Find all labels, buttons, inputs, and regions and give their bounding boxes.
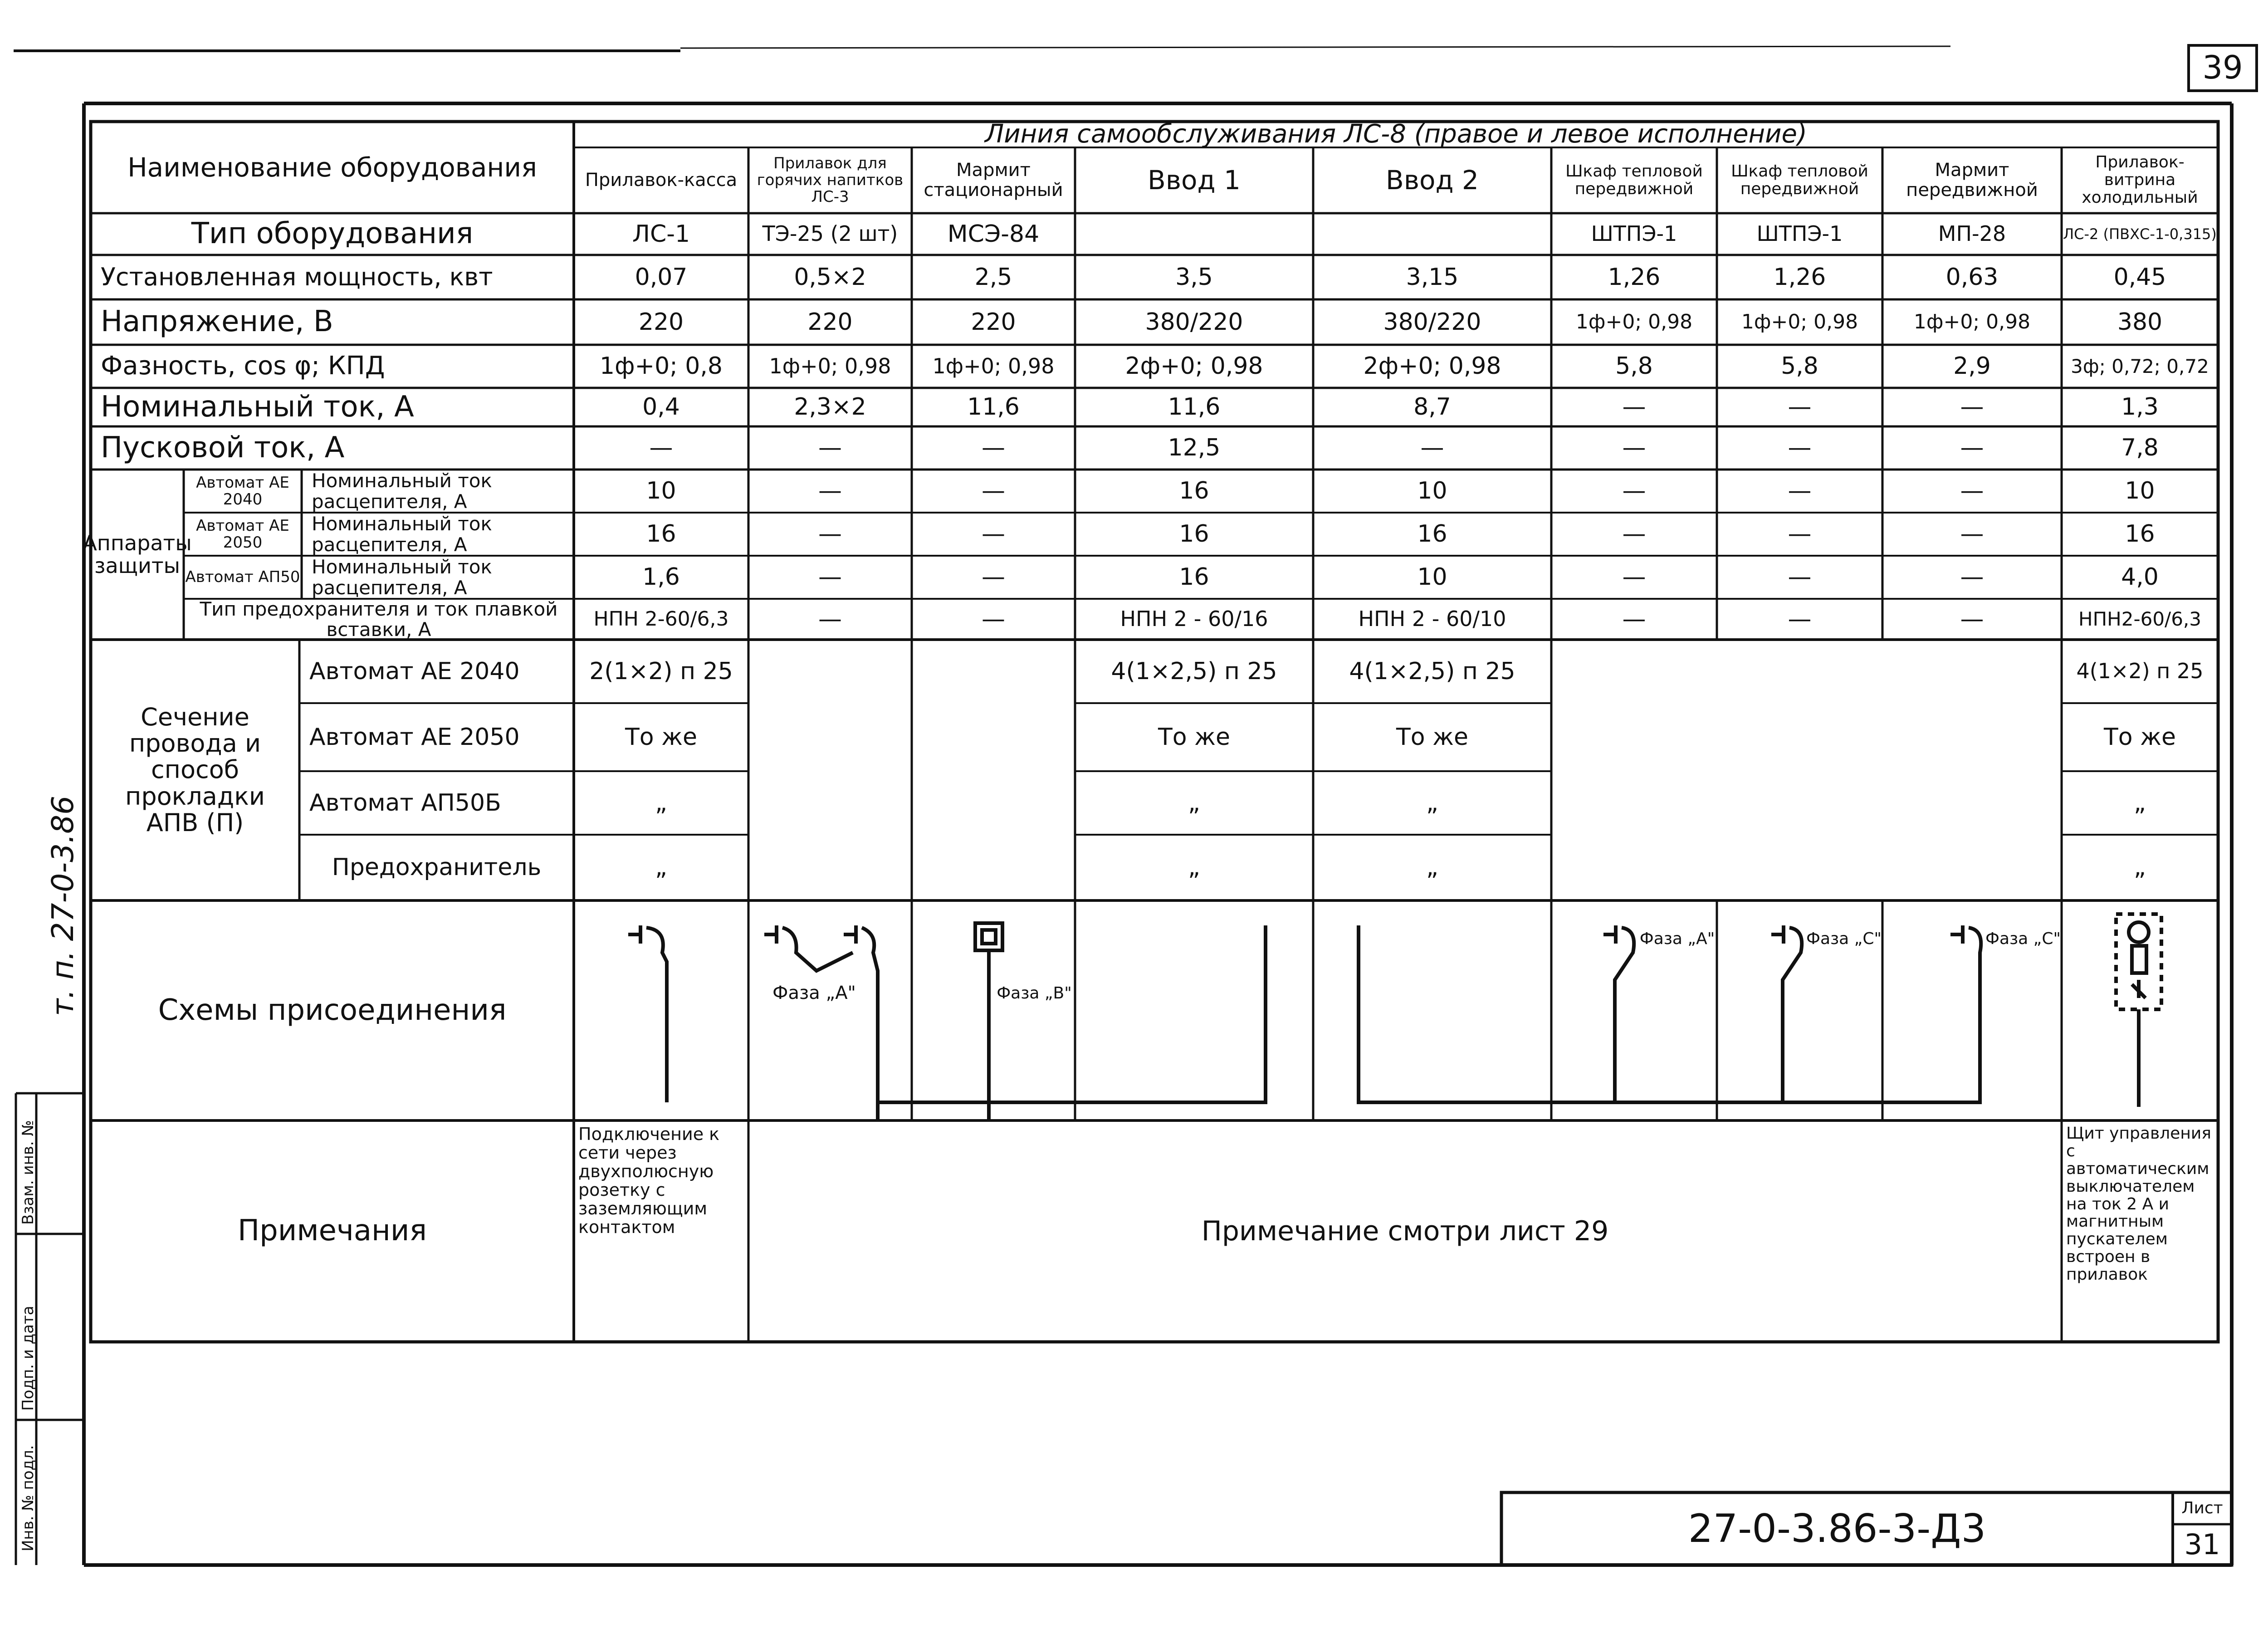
cell-type-1: ЛС-1 bbox=[632, 220, 690, 248]
section-col9-r4: „ bbox=[2134, 854, 2146, 881]
col-header-2: Прилавок для горячих напитков ЛС-3 bbox=[757, 154, 904, 206]
section-col1-r3: „ bbox=[655, 789, 667, 817]
cell-power-5: 3,15 bbox=[1406, 263, 1459, 291]
cell-ap50-4: 16 bbox=[1179, 563, 1209, 591]
cell-start-current-8: — bbox=[1960, 434, 1984, 462]
cell-ae2040-8: — bbox=[1960, 477, 1984, 505]
cell-power-7: 1,26 bbox=[1773, 263, 1826, 291]
row-label-nom-current: Номинальный ток, А bbox=[101, 390, 414, 424]
cell-start-current-7: — bbox=[1788, 434, 1812, 462]
notes-col9: Щит управления с автоматическим выключателем на ток 2 А и магнитным пускателем встроен в прилавок bbox=[2066, 1124, 2211, 1284]
cell-phase-8: 2,9 bbox=[1953, 352, 1991, 380]
page-number: 39 bbox=[2202, 49, 2243, 87]
cell-voltage-3: 220 bbox=[971, 308, 1016, 336]
section-col9-r3: „ bbox=[2134, 789, 2146, 817]
cell-fuse-3: — bbox=[982, 605, 1005, 633]
col-header-8: Мармит передвижной bbox=[1906, 160, 2038, 201]
section-device-1: Автомат АЕ 2040 bbox=[309, 657, 520, 685]
scheme-phase-c-col8: Фаза „С" bbox=[1985, 929, 2061, 948]
protect-fuse-label: Тип предохранителя и ток плавкой вставки, А bbox=[200, 597, 558, 641]
scheme-phase-a-col2: Фаза „А" bbox=[772, 983, 856, 1004]
cell-voltage-5: 380/220 bbox=[1383, 308, 1481, 336]
cell-nom-current-1: 0,4 bbox=[642, 393, 680, 421]
col-header-5: Ввод 2 bbox=[1386, 165, 1479, 196]
row-label-start-current: Пусковой ток, А bbox=[101, 431, 345, 465]
cell-phase-7: 5,8 bbox=[1781, 352, 1818, 380]
cell-power-8: 0,63 bbox=[1945, 263, 1999, 291]
col-header-6: Шкаф тепловой передвижной bbox=[1565, 161, 1703, 198]
cell-type-3: МСЭ-84 bbox=[947, 220, 1040, 248]
document-code: 27-0-3.86-3-Д3 bbox=[1688, 1506, 1986, 1551]
cell-phase-2: 1ф+0; 0,98 bbox=[769, 353, 891, 378]
cell-phase-6: 5,8 bbox=[1615, 352, 1653, 380]
cell-nom-current-2: 2,3×2 bbox=[794, 393, 866, 421]
cell-nom-current-7: — bbox=[1788, 393, 1812, 421]
cell-start-current-4: 12,5 bbox=[1168, 434, 1221, 462]
section-col9-r2: То же bbox=[2104, 723, 2176, 751]
section-vvod2-r1: 4(1×2,5) п 25 bbox=[1349, 657, 1515, 685]
cell-fuse-7: — bbox=[1788, 605, 1812, 633]
cell-start-current-3: — bbox=[982, 434, 1005, 462]
scheme-phase-a-col6: Фаза „А" bbox=[1639, 929, 1715, 948]
col-header-4: Ввод 1 bbox=[1148, 165, 1241, 196]
group-header: Линия самообслуживания ЛС-8 (правое и левое исполнение) bbox=[985, 119, 1807, 149]
section-label: Сечение провода и способ прокладки АПВ (П) bbox=[125, 702, 265, 837]
cell-type-7: ШТПЭ-1 bbox=[1756, 221, 1843, 246]
cell-start-current-5: — bbox=[1420, 434, 1444, 462]
section-device-3: Автомат АП50Б bbox=[309, 789, 501, 817]
cell-ae2050-6: — bbox=[1622, 520, 1646, 548]
section-vvod1-r2: То же bbox=[1158, 723, 1230, 751]
section-col1-r4: „ bbox=[655, 854, 667, 881]
cell-type-5 bbox=[1313, 213, 1551, 255]
cell-type-2: ТЭ-25 (2 шт) bbox=[762, 221, 898, 246]
cell-phase-5: 2ф+0; 0,98 bbox=[1363, 352, 1501, 380]
series-mark: т. п. 27-0-3.86 bbox=[45, 795, 80, 1016]
cell-nom-current-3: 11,6 bbox=[967, 393, 1020, 421]
notes-middle: Примечание смотри лист 29 bbox=[1201, 1215, 1609, 1247]
row-label-voltage: Напряжение, В bbox=[101, 305, 333, 339]
notes-col1: Подключение к сети через двухполюсную розетку с заземляющим контактом bbox=[578, 1124, 720, 1238]
cell-ae2040-6: — bbox=[1622, 477, 1646, 505]
col0-header: Наименование оборудования bbox=[127, 152, 537, 183]
cell-phase-1: 1ф+0; 0,8 bbox=[600, 352, 723, 380]
cell-ae2050-5: 16 bbox=[1417, 520, 1447, 548]
cell-ap50-1: 1,6 bbox=[642, 563, 680, 591]
cell-fuse-6: — bbox=[1622, 605, 1646, 633]
list-number: 31 bbox=[2184, 1527, 2220, 1561]
cell-phase-3: 1ф+0; 0,98 bbox=[932, 353, 1055, 378]
protect-release-label-3: Номинальный ток расцепителя, А bbox=[312, 556, 492, 599]
section-vvod1-r1: 4(1×2,5) п 25 bbox=[1111, 657, 1277, 685]
cell-ae2040-3: — bbox=[982, 477, 1005, 505]
cell-power-1: 0,07 bbox=[635, 263, 688, 291]
cell-ap50-5: 10 bbox=[1417, 563, 1447, 591]
cell-ap50-7: — bbox=[1788, 563, 1812, 591]
cell-fuse-9: НПН2-60/6,3 bbox=[2078, 608, 2201, 631]
cell-ae2040-9: 10 bbox=[2125, 477, 2155, 505]
list-label: Лист bbox=[2181, 1498, 2223, 1517]
cell-fuse-1: НПН 2-60/6,3 bbox=[593, 607, 729, 631]
cell-fuse-8: — bbox=[1960, 605, 1984, 633]
section-col1-r2: То же bbox=[625, 723, 697, 751]
row-label-type: Тип оборудования bbox=[191, 217, 474, 251]
section-device-4: Предохранитель bbox=[332, 854, 542, 881]
cell-nom-current-9: 1,3 bbox=[2121, 393, 2159, 421]
cell-voltage-4: 380/220 bbox=[1145, 308, 1243, 336]
cell-ap50-8: — bbox=[1960, 563, 1984, 591]
cell-phase-9: 3ф; 0,72; 0,72 bbox=[2071, 355, 2209, 377]
section-vvod2-r4: „ bbox=[1426, 854, 1438, 881]
cell-power-3: 2,5 bbox=[974, 263, 1012, 291]
cell-ae2050-8: — bbox=[1960, 520, 1984, 548]
cell-ae2050-9: 16 bbox=[2125, 520, 2155, 548]
cell-power-6: 1,26 bbox=[1608, 263, 1661, 291]
cell-voltage-8: 1ф+0; 0,98 bbox=[1913, 310, 2031, 334]
section-vvod2-r2: То же bbox=[1396, 723, 1468, 751]
cell-ae2040-5: 10 bbox=[1417, 477, 1447, 505]
cell-power-9: 0,45 bbox=[2113, 263, 2166, 291]
section-col1-r1: 2(1×2) п 25 bbox=[589, 657, 733, 685]
protect-ae2040-device: Автомат АЕ 2040 bbox=[196, 473, 289, 509]
cell-voltage-2: 220 bbox=[807, 308, 853, 336]
stamp-field-replace: Взам. инв. № bbox=[19, 1120, 37, 1225]
cell-type-9: ЛС-2 (ПВХС-1-0,315) bbox=[2063, 225, 2217, 243]
cell-ae2050-7: — bbox=[1788, 520, 1812, 548]
cell-ae2050-4: 16 bbox=[1179, 520, 1209, 548]
cell-ap50-9: 4,0 bbox=[2121, 563, 2159, 591]
section-vvod2-r3: „ bbox=[1426, 789, 1438, 817]
cell-type-4 bbox=[1075, 213, 1313, 255]
col-header-3: Мармит стационарный bbox=[924, 160, 1063, 201]
cell-nom-current-4: 11,6 bbox=[1168, 393, 1221, 421]
cell-start-current-2: — bbox=[818, 434, 842, 462]
protect-release-label-1: Номинальный ток расцепителя, А bbox=[312, 470, 492, 513]
cell-fuse-4: НПН 2 - 60/16 bbox=[1120, 607, 1268, 631]
cell-voltage-6: 1ф+0; 0,98 bbox=[1575, 310, 1693, 334]
cell-power-4: 3,5 bbox=[1175, 263, 1213, 291]
cell-phase-4: 2ф+0; 0,98 bbox=[1125, 352, 1263, 380]
row-label-phase: Фазность, cos φ; КПД bbox=[101, 351, 385, 381]
cell-voltage-7: 1ф+0; 0,98 bbox=[1741, 310, 1858, 334]
section-vvod1-r3: „ bbox=[1188, 789, 1200, 817]
cell-voltage-9: 380 bbox=[2117, 308, 2163, 336]
cell-ae2040-1: 10 bbox=[646, 477, 676, 505]
cell-ae2050-3: — bbox=[982, 520, 1005, 548]
cell-ae2040-2: — bbox=[818, 477, 842, 505]
scheme-phase-b-col3: Фаза „В" bbox=[997, 983, 1072, 1003]
notes-label: Примечания bbox=[238, 1214, 427, 1248]
row-label-power: Установленная мощность, квт bbox=[101, 262, 493, 291]
stamp-field-sign: Подп. и дата bbox=[19, 1306, 37, 1411]
section-vvod1-r4: „ bbox=[1188, 854, 1200, 881]
cell-power-2: 0,5×2 bbox=[794, 263, 866, 291]
cell-nom-current-6: — bbox=[1622, 393, 1646, 421]
cell-fuse-5: НПН 2 - 60/10 bbox=[1358, 607, 1506, 631]
cell-ap50-2: — bbox=[818, 563, 842, 591]
cell-start-current-6: — bbox=[1622, 434, 1646, 462]
cell-ap50-6: — bbox=[1622, 563, 1646, 591]
protect-release-label-2: Номинальный ток расцепителя, А bbox=[312, 513, 492, 556]
stamp-field-inv: Инв. № подл. bbox=[19, 1445, 37, 1551]
cell-ae2050-2: — bbox=[818, 520, 842, 548]
cell-ae2040-7: — bbox=[1788, 477, 1812, 505]
protect-ap50-device: Автомат АП50 bbox=[185, 568, 300, 587]
cell-start-current-9: 7,8 bbox=[2121, 434, 2159, 462]
cell-ae2050-1: 16 bbox=[646, 520, 676, 548]
cell-nom-current-8: — bbox=[1960, 393, 1984, 421]
cell-start-current-1: — bbox=[649, 434, 673, 462]
col-header-7: Шкаф тепловой передвижной bbox=[1731, 161, 1868, 198]
cell-type-8: МП-28 bbox=[1938, 221, 2006, 246]
cell-voltage-1: 220 bbox=[638, 308, 684, 336]
cell-nom-current-5: 8,7 bbox=[1413, 393, 1451, 421]
cell-fuse-2: — bbox=[818, 605, 842, 633]
cell-type-6: ШТПЭ-1 bbox=[1591, 221, 1677, 246]
protect-group-label: Аппараты защиты bbox=[83, 530, 192, 578]
cell-ap50-3: — bbox=[982, 563, 1005, 591]
col-header-9: Прилавок-витрина холодильный bbox=[2082, 153, 2198, 207]
schemes-label: Схемы присоединения bbox=[158, 993, 507, 1027]
section-col9-r1: 4(1×2) п 25 bbox=[2076, 659, 2204, 684]
cell-ae2040-4: 16 bbox=[1179, 477, 1209, 505]
col-header-1: Прилавок-касса bbox=[585, 169, 738, 191]
scheme-phase-c-col7: Фаза „С" bbox=[1806, 929, 1882, 948]
protect-ae2050-device: Автомат АЕ 2050 bbox=[196, 516, 289, 552]
section-device-2: Автомат АЕ 2050 bbox=[309, 723, 520, 751]
